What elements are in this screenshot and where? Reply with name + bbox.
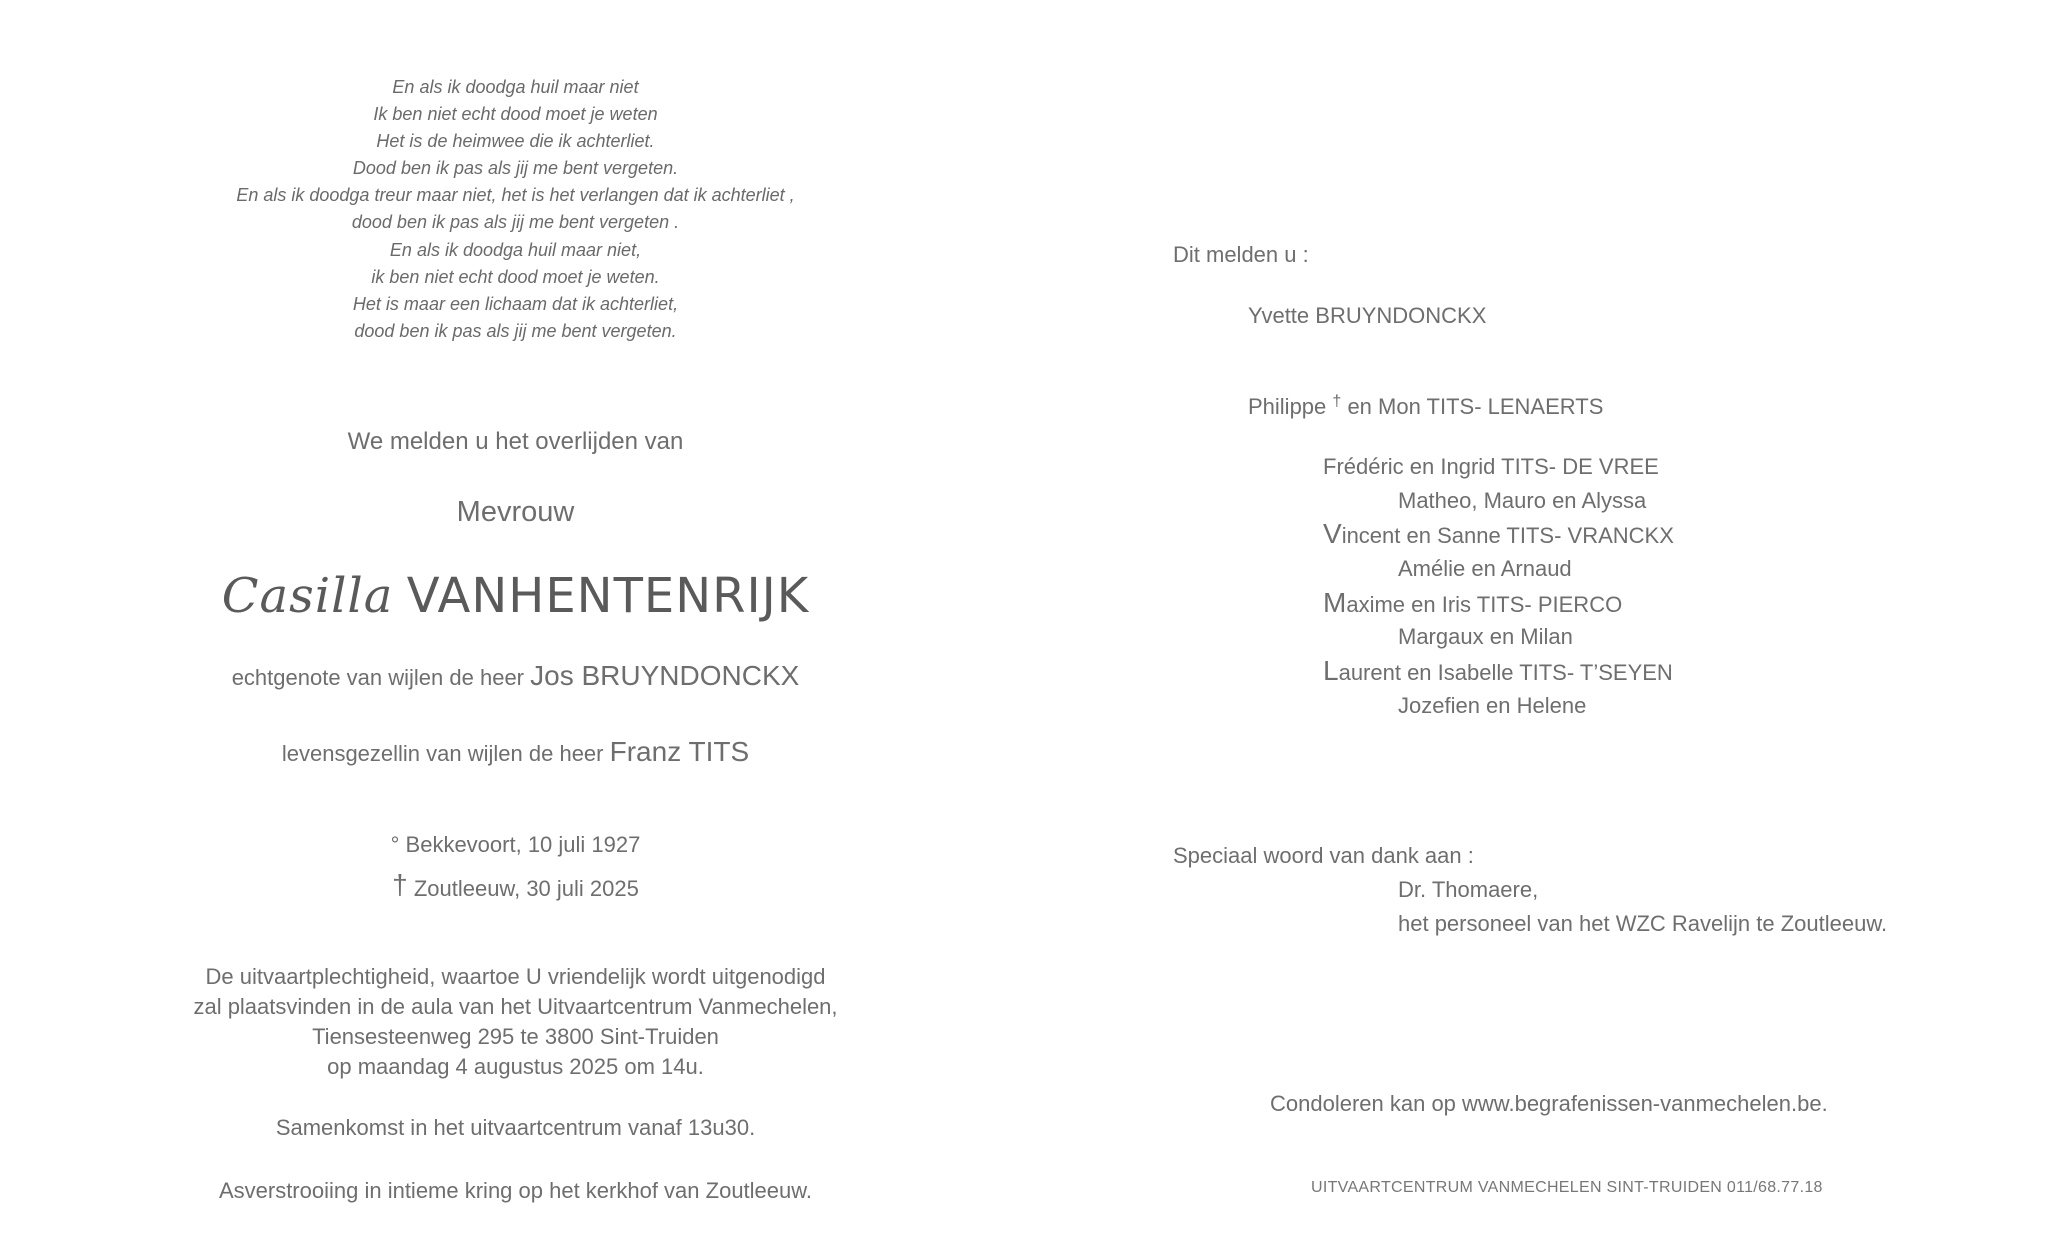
honorific-title: Mevrouw	[456, 496, 575, 528]
notified-by-label: Dit melden u :	[1173, 242, 1309, 267]
footer-funeral-home: UITVAARTCENTRUM VANMECHELEN SINT-TRUIDEN 011/68.77.18	[1311, 1179, 1823, 1196]
family-vincent-children: Amélie en Arnaud	[1398, 556, 1572, 581]
family-maxime	[1323, 587, 1622, 619]
poem-line: Het is de heimwee die ik achterliet.	[376, 131, 655, 152]
poem-line: dood ben ik pas als jij me bent vergeten .	[351, 212, 680, 233]
poem-line: Dood ben ik pas als jij me bent vergeten.	[352, 158, 679, 179]
funeral-details	[120, 962, 911, 1082]
funeral-line: De uitvaartplechtigheid, waartoe U vriendelijk wordt uitgenodigd	[205, 964, 826, 989]
partner-line	[120, 736, 911, 768]
gathering-line: Samenkomst in het uitvaartcentrum vanaf 13u30.	[275, 1115, 756, 1140]
deceased-first-name: Casilla	[221, 568, 394, 624]
thanks-line: Dr. Thomaere,	[1398, 877, 1539, 902]
partner-name: Franz TITS	[609, 736, 750, 767]
poem-line: En als ik doodga huil maar niet	[392, 77, 639, 97]
family-yvette: Yvette BRUYNDONCKX	[1248, 303, 1487, 328]
death-line	[120, 869, 911, 902]
family-maxime-children: Margaux en Milan	[1398, 624, 1573, 649]
family-laurent	[1323, 655, 1673, 687]
family-laurent-children: Jozefien en Helene	[1398, 693, 1587, 718]
condolences-line: Condoleren kan op www.begrafenissen-vanmechelen.be.	[1270, 1091, 1828, 1116]
family-vincent-rest: incent en Sanne TITS- VRANCKX	[1341, 523, 1674, 548]
family-laurent-initial: L	[1323, 655, 1339, 686]
deceased-last-name: VANHENTENRIJK	[406, 568, 810, 624]
spouse-prefix: echtgenote van wijlen de heer	[231, 665, 525, 690]
poem-line: Het is maar een lichaam dat ik achterliet,	[352, 293, 679, 314]
family-frederic-children: Matheo, Mauro en Alyssa	[1398, 488, 1647, 513]
deceased-name	[120, 568, 911, 624]
death-text: Zoutleeuw, 30 juli 2025	[413, 876, 639, 901]
dagger-icon: †	[1332, 393, 1342, 410]
family-philippe-first: Philippe	[1248, 394, 1327, 419]
scattering-line: Asverstrooiing in intieme kring op het kerkhof van Zoutleeuw.	[218, 1178, 813, 1203]
funeral-line: Tiensesteenweg 295 te 3800 Sint-Truiden	[312, 1024, 719, 1049]
poem-line: En als ik doodga treur maar niet, het is het verlangen dat ik achterliet ,	[236, 185, 795, 206]
partner-prefix: levensgezellin van wijlen de heer	[281, 741, 604, 766]
family-vincent-initial: V	[1323, 518, 1342, 549]
poem-line: ik ben niet echt dood moet je weten.	[371, 266, 660, 287]
announcement: We melden u het overlijden van	[347, 428, 684, 455]
family-frederic: Frédéric en Ingrid TITS- DE VREE	[1323, 454, 1659, 479]
poem-line: dood ben ik pas als jij me bent vergeten.	[354, 320, 677, 341]
family-philippe-rest: en Mon TITS- LENAERTS	[1347, 394, 1604, 419]
family-maxime-rest: axime en Iris TITS- PIERCO	[1346, 592, 1623, 617]
dagger-icon: †	[392, 869, 408, 900]
funeral-line: op maandag 4 augustus 2025 om 14u.	[327, 1054, 704, 1079]
family-vincent	[1323, 518, 1674, 550]
poem-line: En als ik doodga huil maar niet,	[389, 239, 642, 260]
thanks-label: Speciaal woord van dank aan :	[1173, 843, 1474, 868]
poem	[120, 74, 911, 345]
family-philippe	[1248, 393, 1603, 420]
birth-line: ° Bekkevoort, 10 juli 1927	[390, 832, 641, 857]
spouse-name: Jos BRUYNDONCKX	[530, 660, 800, 691]
poem-line: Ik ben niet echt dood moet je weten	[373, 104, 658, 125]
funeral-line: zal plaatsvinden in de aula van het Uitvaartcentrum Vanmechelen,	[193, 994, 838, 1019]
family-maxime-initial: M	[1323, 587, 1347, 618]
thanks-line: het personeel van het WZC Ravelijn te Zoutleeuw.	[1398, 911, 1888, 936]
family-laurent-rest: aurent en Isabelle TITS- T’SEYEN	[1338, 660, 1673, 685]
spouse-line	[120, 660, 911, 692]
